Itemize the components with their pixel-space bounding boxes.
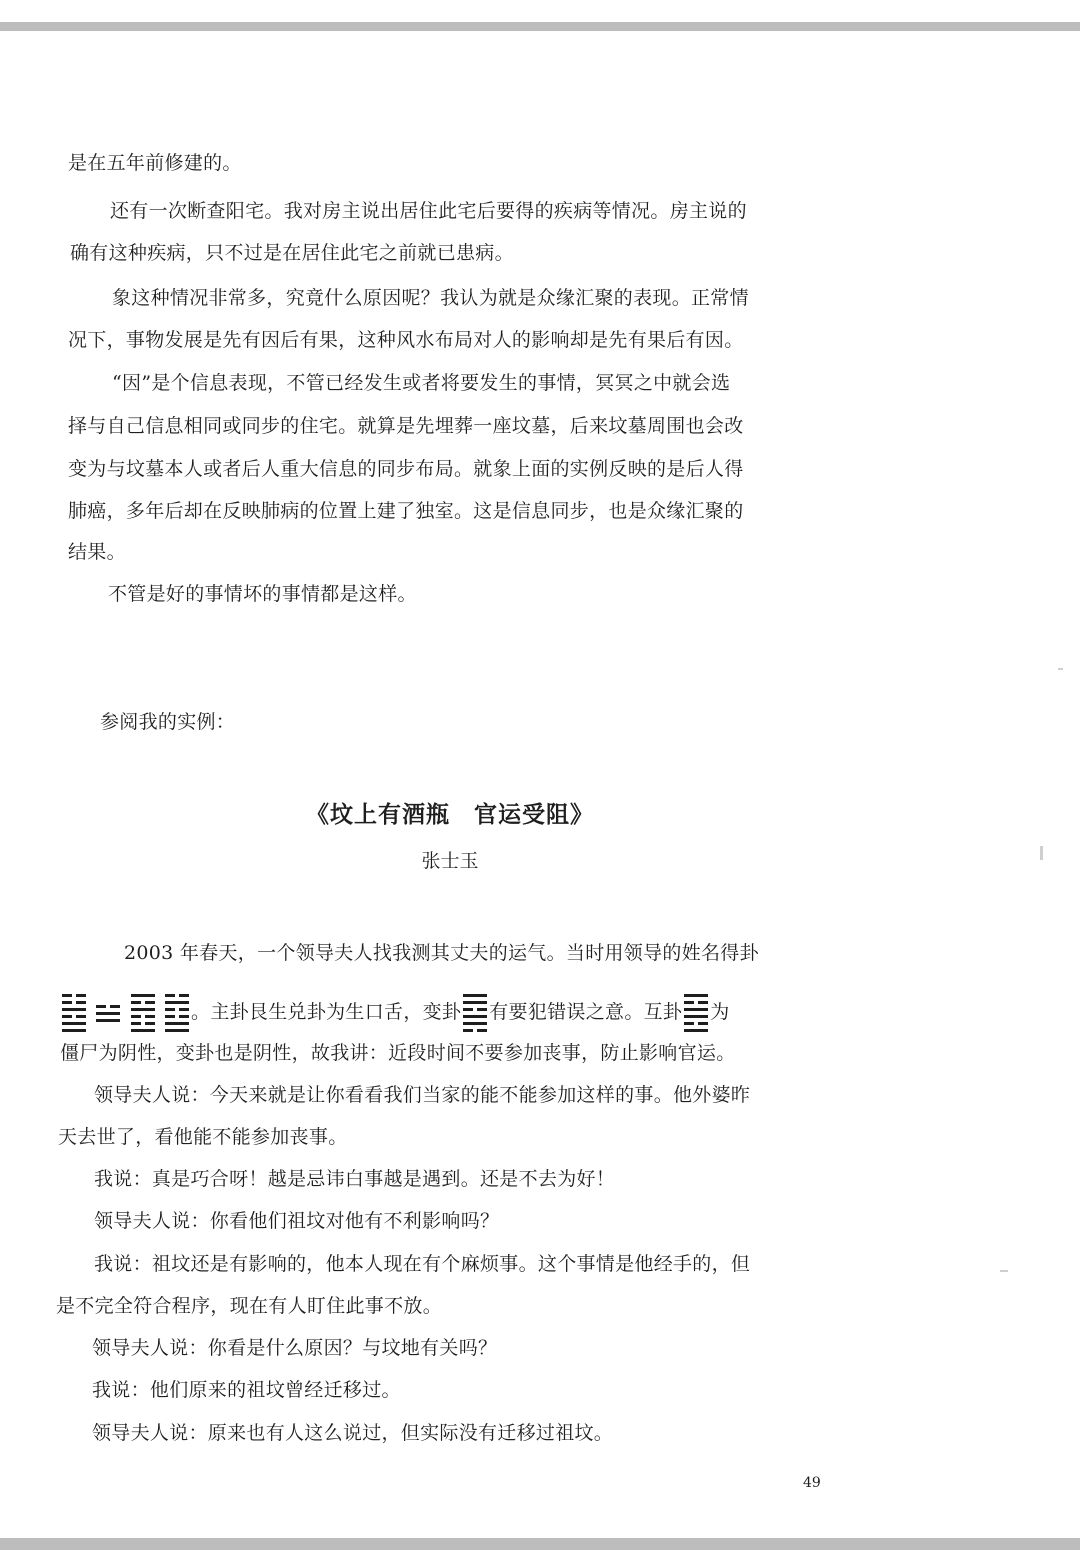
yang-line xyxy=(463,1022,487,1025)
yang-line xyxy=(684,1008,708,1011)
hexagram-icon xyxy=(96,1005,120,1022)
dialogue-line: 我说：真是巧合呀！越是忌讳白事越是遇到。还是不去为好！ xyxy=(94,1168,616,1190)
yang-line xyxy=(463,1015,487,1018)
hexagram-text: 有要犯错误之意。互卦 xyxy=(489,1001,683,1023)
hexagram-icon xyxy=(165,994,189,1032)
yin-line-segment xyxy=(76,1015,86,1018)
yin-line-segment xyxy=(165,1008,175,1011)
yang-line xyxy=(463,1001,487,1004)
yang-line xyxy=(684,1029,708,1032)
yang-line xyxy=(131,1029,155,1032)
text-line: “因”是个信息表现，不管已经发生或者将要发生的事情，冥冥之中就会选 xyxy=(112,372,731,394)
text-line: 参阅我的实例： xyxy=(100,711,236,733)
article-author: 张士玉 xyxy=(421,850,479,872)
text-line: 僵尸为阴性，变卦也是阴性，故我讲：近段时间不要参加丧事，防止影响官运。 xyxy=(60,1042,736,1064)
yang-line xyxy=(131,1008,155,1011)
yang-line xyxy=(684,1015,708,1018)
yin-line-segment xyxy=(145,1001,155,1004)
dialogue-line: 领导夫人说：你看是什么原因？与坟地有关吗？ xyxy=(92,1337,498,1359)
page-number: 49 xyxy=(803,1475,821,1491)
article-title: 《坟上有酒瓶 官运受阻》 xyxy=(306,801,594,828)
text-line: 2003 年春天，一个领导夫人找我测其丈夫的运气。当时用领导的姓名得卦 xyxy=(124,942,759,964)
yin-line-segment xyxy=(463,1008,473,1011)
dialogue-line: 我说：祖坟还是有影响的，他本人现在有个麻烦事。这个事情是他经手的，但 xyxy=(94,1253,751,1275)
text-line: 肺癌，多年后却在反映肺病的位置上建了独室。这是信息同步，也是众缘汇聚的 xyxy=(68,500,744,522)
yin-line-segment xyxy=(698,1022,708,1025)
yin-line-segment xyxy=(96,1005,106,1008)
yin-line-segment xyxy=(131,1022,141,1025)
yin-line-segment xyxy=(62,1015,72,1018)
yin-line-segment xyxy=(165,1015,175,1018)
yin-line-segment xyxy=(698,1001,708,1004)
scan-speck xyxy=(1058,668,1063,670)
text-line: 是在五年前修建的。 xyxy=(68,152,242,174)
text-line: 变为与坟墓本人或者后人重大信息的同步布局。就象上面的实例反映的是后人得 xyxy=(68,458,744,480)
yin-line-segment xyxy=(131,1015,141,1018)
text-line: 象这种情况非常多，究竟什么原因呢？我认为就是众缘汇聚的表现。正常情 xyxy=(112,287,749,309)
yang-line xyxy=(165,1029,189,1032)
yin-line-segment xyxy=(179,1008,189,1011)
hexagram-text: 为 xyxy=(710,1001,730,1023)
yin-line-segment xyxy=(76,994,86,997)
yin-line-segment xyxy=(131,1001,141,1004)
hexagram-text: 。主卦艮生兑卦为生口舌，变卦 xyxy=(191,1001,462,1023)
yang-line xyxy=(463,994,487,997)
yang-line xyxy=(62,1029,86,1032)
hexagram-icon xyxy=(684,994,708,1032)
text-line: 况下，事物发展是先有因后有果，这种风水布局对人的影响却是先有果后有因。 xyxy=(68,329,744,351)
scan-speck xyxy=(1000,1270,1008,1272)
dialogue-line: 领导夫人说：原来也有人这么说过，但实际没有迁移过祖坟。 xyxy=(92,1422,614,1444)
yin-line-segment xyxy=(110,1005,120,1008)
text-line: 不管是好的事情坏的事情都是这样。 xyxy=(108,583,417,605)
dialogue-line: 天去世了，看他能不能参加丧事。 xyxy=(58,1126,348,1148)
text-line: 结果。 xyxy=(68,541,126,563)
dialogue-line: 领导夫人说：今天来就是让你看看我们当家的能不能参加这样的事。他外婆昨 xyxy=(94,1084,751,1106)
yin-line-segment xyxy=(145,1015,155,1018)
yang-line xyxy=(62,1022,86,1025)
yin-line-segment xyxy=(179,994,189,997)
dialogue-line: 领导夫人说：你看他们祖坟对他有不利影响吗？ xyxy=(94,1210,500,1232)
yang-line xyxy=(131,994,155,997)
yin-line-segment xyxy=(463,1029,473,1032)
text-line: 择与自己信息相同或同步的住宅。就算是先埋葬一座坟墓，后来坟墓周围也会改 xyxy=(68,415,744,437)
yin-line-segment xyxy=(145,1022,155,1025)
scan-bottom-border xyxy=(0,1538,1080,1550)
yang-line xyxy=(62,1008,86,1011)
yin-line-segment xyxy=(62,994,72,997)
yin-line-segment xyxy=(62,1001,72,1004)
text-line: 还有一次断查阳宅。我对房主说出居住此宅后要得的疾病等情况。房主说的 xyxy=(110,200,747,222)
yin-line-segment xyxy=(477,1008,487,1011)
yang-line xyxy=(96,1019,120,1022)
yin-line-segment xyxy=(477,1029,487,1032)
hexagram-text-line xyxy=(60,994,730,1032)
yin-line-segment xyxy=(684,1001,694,1004)
hexagram-icon xyxy=(131,994,155,1032)
yin-line-segment xyxy=(684,1022,694,1025)
hexagram-icon xyxy=(463,994,487,1032)
dialogue-line: 是不完全符合程序，现在有人盯住此事不放。 xyxy=(56,1295,443,1317)
yang-line xyxy=(684,994,708,997)
scan-top-border xyxy=(0,22,1080,31)
text-line: 确有这种疾病，只不过是在居住此宅之前就已患病。 xyxy=(70,242,514,264)
scan-speck xyxy=(1040,846,1043,860)
yin-line-segment xyxy=(76,1001,86,1004)
yin-line-segment xyxy=(165,994,175,997)
yang-line xyxy=(165,1001,189,1004)
hexagram-icon xyxy=(62,994,86,1032)
yin-line-segment xyxy=(179,1015,189,1018)
dialogue-line: 我说：他们原来的祖坟曾经迁移过。 xyxy=(92,1379,401,1401)
yang-line xyxy=(96,1012,120,1015)
yang-line xyxy=(165,1022,189,1025)
